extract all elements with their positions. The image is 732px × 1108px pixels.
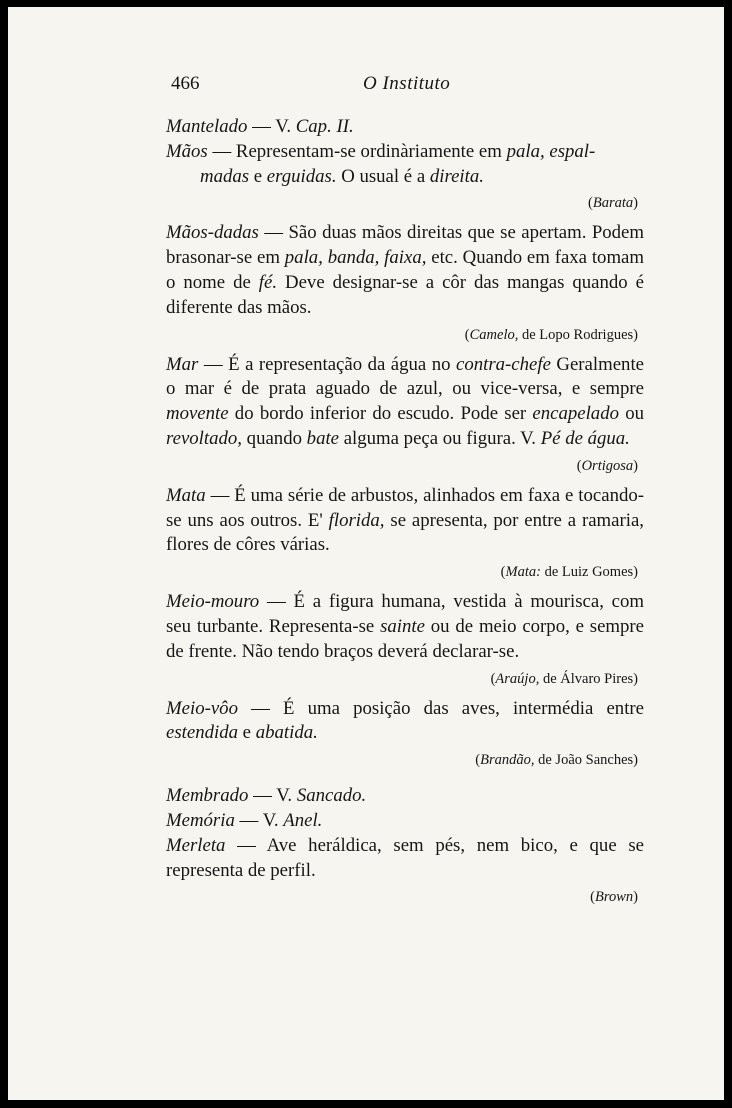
source-name: Brown [595,889,634,906]
page-number: 466 [171,73,200,94]
entry-meio-voo [166,697,644,747]
entry-italic: florida, [328,509,385,531]
entry-term: Mata [166,484,206,506]
entry-membrado [166,784,644,809]
source-name: Camelo, [469,326,519,343]
entry-merleta [166,834,644,884]
entry-text: ou [618,403,644,425]
entry-italic: fé. [258,271,278,293]
book-page [8,7,724,1100]
entry-maos [166,140,644,190]
entry-italic: revoltado, [166,427,242,449]
entry-italic: Pé de água. [540,427,630,449]
entry-term: Meio-mouro [166,591,260,613]
entry-text: do bordo inferior do escudo. Pode ser [228,403,533,425]
source-name: Mata: [505,564,541,581]
separator: — [225,834,267,856]
entry-italic: Anel. [283,809,323,831]
separator: — [247,116,276,137]
entry-term: Mantelado [166,116,248,137]
separator: — [237,697,284,719]
source-detail: de João Sanches [534,752,634,769]
running-title: O Instituto [363,73,451,94]
entry-term: Mar [166,353,199,375]
entry-italic: sainte [380,615,425,637]
entry-italic: bate [306,427,340,449]
entry-term: Mãos [166,140,208,162]
entry-term: Memória [166,809,235,831]
entry-italic: contra-chefe [456,353,551,375]
separator: — [207,140,236,162]
entry-source: (Ortigosa) [576,457,638,474]
entry-text: alguma peça ou figura. V. [339,427,541,449]
page-header [8,73,724,101]
entry-text: V. [262,809,284,831]
entry-text: e [237,722,256,744]
entry-text: É uma série de arbustos, alinhados em faxa e tocando-se uns aos outros. E' [166,484,645,531]
entry-italic: movente [166,403,229,425]
entry-term: Meio-vôo [166,697,238,719]
entry-text: São duas mãos direitas que se apertam. Podem brasonar-se em [166,222,645,269]
entry-text: e [249,165,267,187]
entry-memoria [166,809,644,834]
entry-text: V. [275,116,296,137]
source-name: Barata [592,195,634,212]
entry-mar [166,353,644,452]
entry-term: Mãos-dadas [166,222,259,244]
source-detail: de Álvaro Pires [539,670,634,687]
entry-text: se apresenta, por entre a ramaria, flores de côres várias. [166,509,644,556]
entry-text: ou de meio corpo, e sempre de frente. Não tendo braços deverá declarar-se. [166,615,644,662]
entry-text: quando [241,427,307,449]
entry-source: (Camelo, de Lopo Rodrigues) [464,326,638,343]
entry-source: (Brandão, de João Sanches) [475,752,638,769]
entry-source: (Brown) [590,889,638,906]
entry-meio-mouro [166,590,644,664]
entry-text: etc. Quando em faxa tomam o nome de [166,247,645,293]
entry-source: (Araújo, de Álvaro Pires) [490,670,638,687]
entry-italic: encapelado [532,403,619,425]
separator: — [258,222,289,244]
source-detail: de Lopo Rodrigues [518,326,634,343]
entry-italic: direita. [429,165,484,187]
source-name: Araújo, [495,670,540,687]
entry-maos-dadas [166,221,644,320]
entry-italic: estendida [166,722,238,744]
entry-italic: pala, espal- [506,140,596,162]
source-name: Ortigosa [581,457,634,474]
separator: — [259,591,294,613]
entry-italic: abatida. [255,722,318,744]
separator: — [205,484,235,506]
entry-text: É uma posição das aves, intermédia entre [283,697,644,719]
entry-source: (Barata) [588,195,638,212]
entry-text: Deve designar-se a côr das mangas quando é diferente das mãos. [166,271,645,318]
entry-italic: madas [200,165,250,187]
entry-source: (Mata: de Luiz Gomes) [500,564,638,581]
entry-text: Representam-se ordinàriamente em [235,140,507,162]
entry-text: É a representação da água no [228,353,457,375]
entry-mantelado [166,115,644,140]
entry-text: V. [276,785,297,807]
glossary-entries [166,115,644,915]
entry-term: Membrado [166,785,249,807]
entry-text: Geralmente o mar é de prata aguado de azul, ou vice-versa, e sempre [166,353,645,400]
entry-text: Ave heráldica, sem pés, nem bico, e que se representa de perfil. [166,834,644,881]
separator: — [248,785,277,807]
entry-italic: erguidas. [266,165,337,187]
separator: — [234,809,263,831]
entry-text: É a figura humana, vestida à mourisca, com seu turbante. Representa-se [166,591,645,637]
separator: — [198,353,229,375]
source-name: Brandão, [480,752,535,769]
entry-mata [166,484,644,558]
entry-italic: Cap. II. [295,116,354,137]
entry-term: Merleta [166,834,226,856]
entry-italic: Sancado. [296,785,367,807]
source-detail: de Luiz Gomes [540,564,634,581]
entry-italic: pala, banda, faixa, [284,247,427,269]
entry-text: O usual é a [336,165,430,187]
